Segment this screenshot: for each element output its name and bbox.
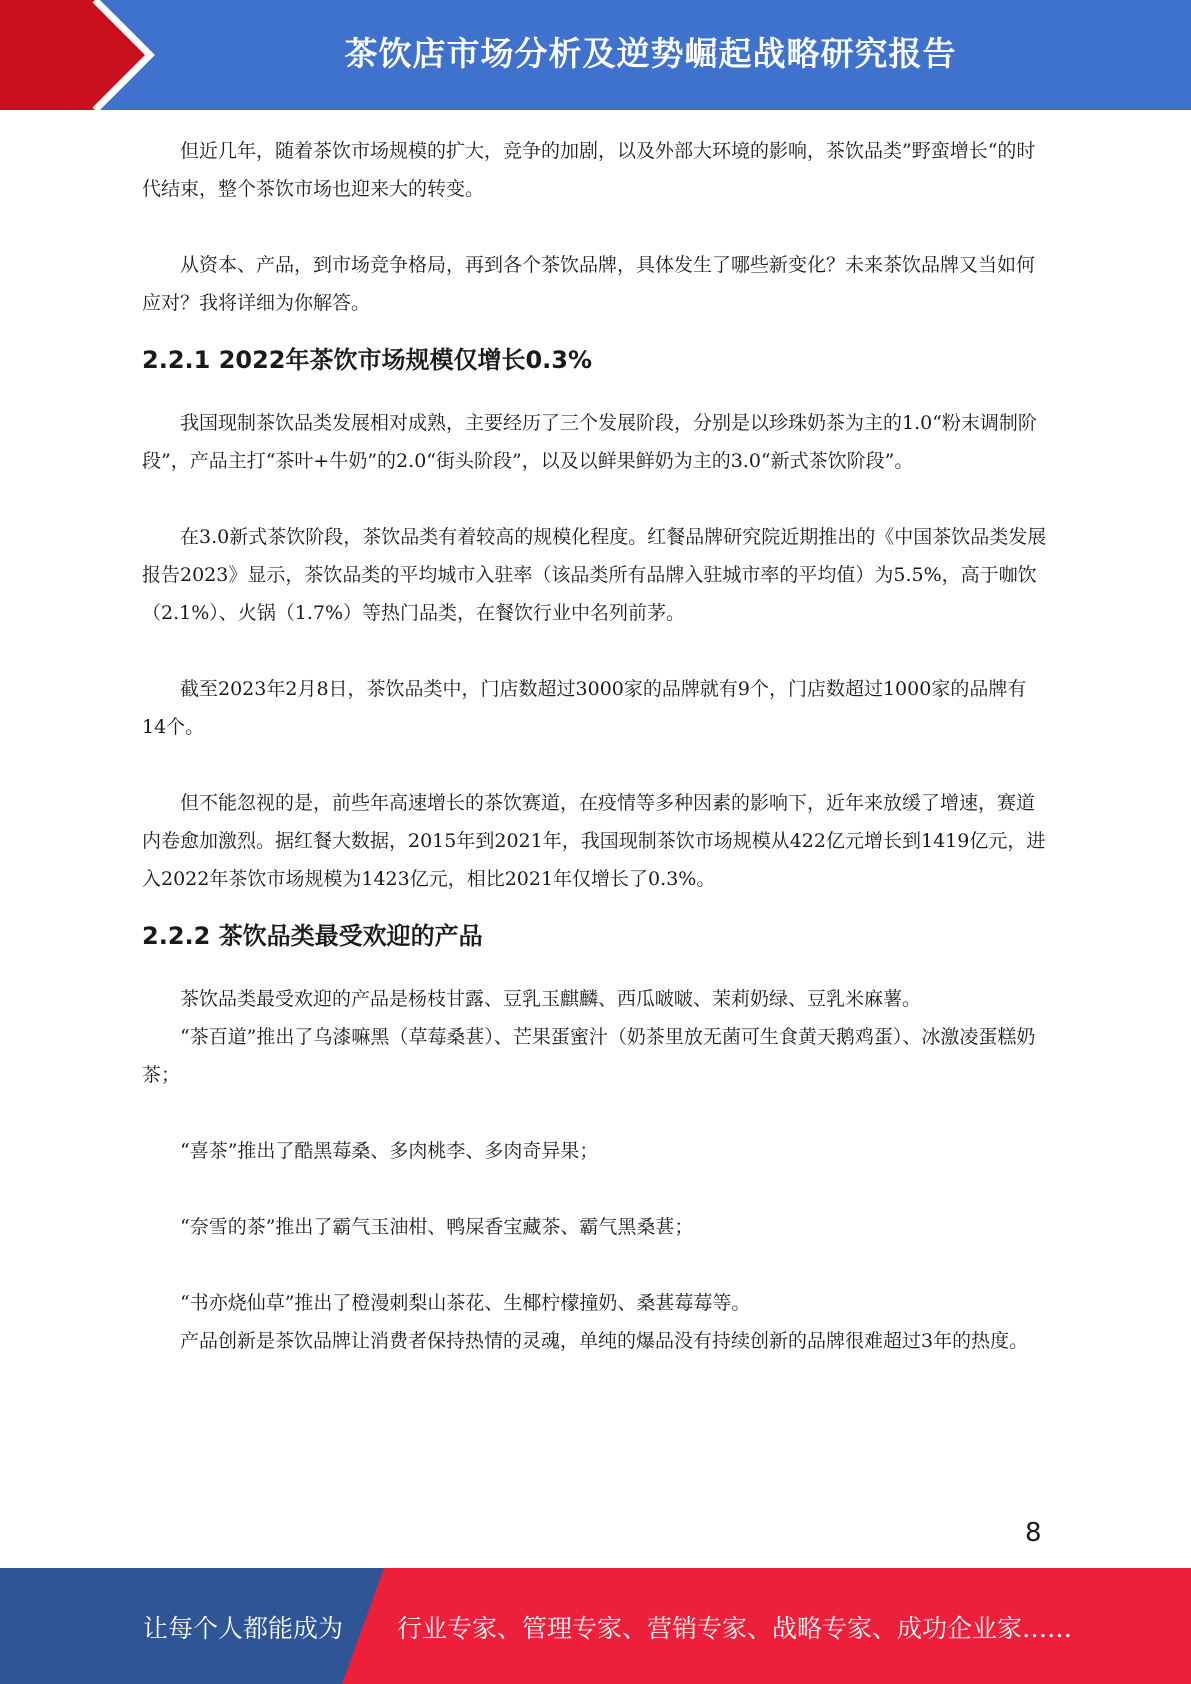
footer-slogan-left: 让每个人都能成为	[143, 1614, 344, 1643]
paragraph: “茶百道”推出了乌漆嘛黑（草莓桑葚）、芒果蛋蜜汁（奶茶里放无菌可生食黄天鹅鸡蛋）、冰激凌蛋糕奶茶；	[142, 1026, 1036, 1086]
page-header	[0, 0, 1191, 110]
paragraph: “书亦烧仙草”推出了橙漫刺梨山茶花、生椰柠檬撞奶、桑葚莓莓等。	[180, 1292, 751, 1314]
paragraph: 茶饮品类最受欢迎的产品是杨枝甘露、豆乳玉麒麟、西瓜啵啵、茉莉奶绿、豆乳米麻薯。	[180, 988, 922, 1010]
footer-slogan-right: 行业专家、管理专家、营销专家、战略专家、成功企业家……	[397, 1614, 1073, 1643]
header-title: 茶饮店市场分析及逆势崛起战略研究报告	[344, 34, 957, 73]
paragraph: 但近几年，随着茶饮市场规模的扩大，竞争的加剧，以及外部大环境的影响，茶饮品类”野蛮增长“的时代结束，整个茶饮市场也迎来大的转变。	[142, 140, 1036, 200]
paragraph: 我国现制茶饮品类发展相对成熟，主要经历了三个发展阶段，分别是以珍珠奶茶为主的1.0“粉末调制阶段”，产品主打“茶叶+牛奶”的2.0“街头阶段”，以及以鲜果鲜奶为主的3.0“新式茶饮阶段”。	[142, 412, 1037, 472]
paragraph: 在3.0新式茶饮阶段，茶饮品类有着较高的规模化程度。红餐品牌研究院近期推出的《中国茶饮品类发展报告2023》显示，茶饮品类的平均城市入驻率（该品类所有品牌入驻城市率的平均值）为5.5%，高于咖饮（2.1%）、火锅（1.7%）等热门品类，在餐饮行业中名列前茅。	[142, 526, 1047, 624]
paragraph: 从资本、产品，到市场竞争格局，再到各个茶饮品牌，具体发生了哪些新变化？未来茶饮品牌又当如何应对？我将详细为你解答。	[142, 254, 1036, 314]
paragraph: 但不能忽视的是，前些年高速增长的茶饮赛道，在疫情等多种因素的影响下，近年来放缓了增速，赛道内卷愈加激烈。据红餐大数据，2015年到2021年，我国现制茶饮市场规模从422亿元增长到1419亿元，进入2022年茶饮市场规模为1423亿元，相比2021年仅增长了0.3%。	[142, 792, 1046, 890]
paragraph: 截至2023年2月8日，茶饮品类中，门店数超过3000家的品牌就有9个，门店数超过1000家的品牌有14个。	[142, 678, 1027, 738]
paragraph: 产品创新是茶饮品牌让消费者保持热情的灵魂，单纯的爆品没有持续创新的品牌很难超过3年的热度。	[180, 1330, 1029, 1352]
paragraph: “喜茶”推出了酷黑莓桑、多肉桃李、多肉奇异果；	[180, 1140, 599, 1162]
section-heading-2-2-2: 2.2.2 茶饮品类最受欢迎的产品	[142, 922, 483, 950]
section-heading-2-2-1: 2.2.1 2022年茶饮市场规模仅增长0.3%	[142, 346, 593, 374]
paragraph: “奈雪的茶”推出了霸气玉油柑、鸭屎香宝藏茶、霸气黑桑葚；	[180, 1216, 694, 1238]
page-footer	[0, 1568, 1191, 1684]
document-body	[142, 132, 1047, 1360]
page-number: 8	[1025, 1518, 1042, 1548]
